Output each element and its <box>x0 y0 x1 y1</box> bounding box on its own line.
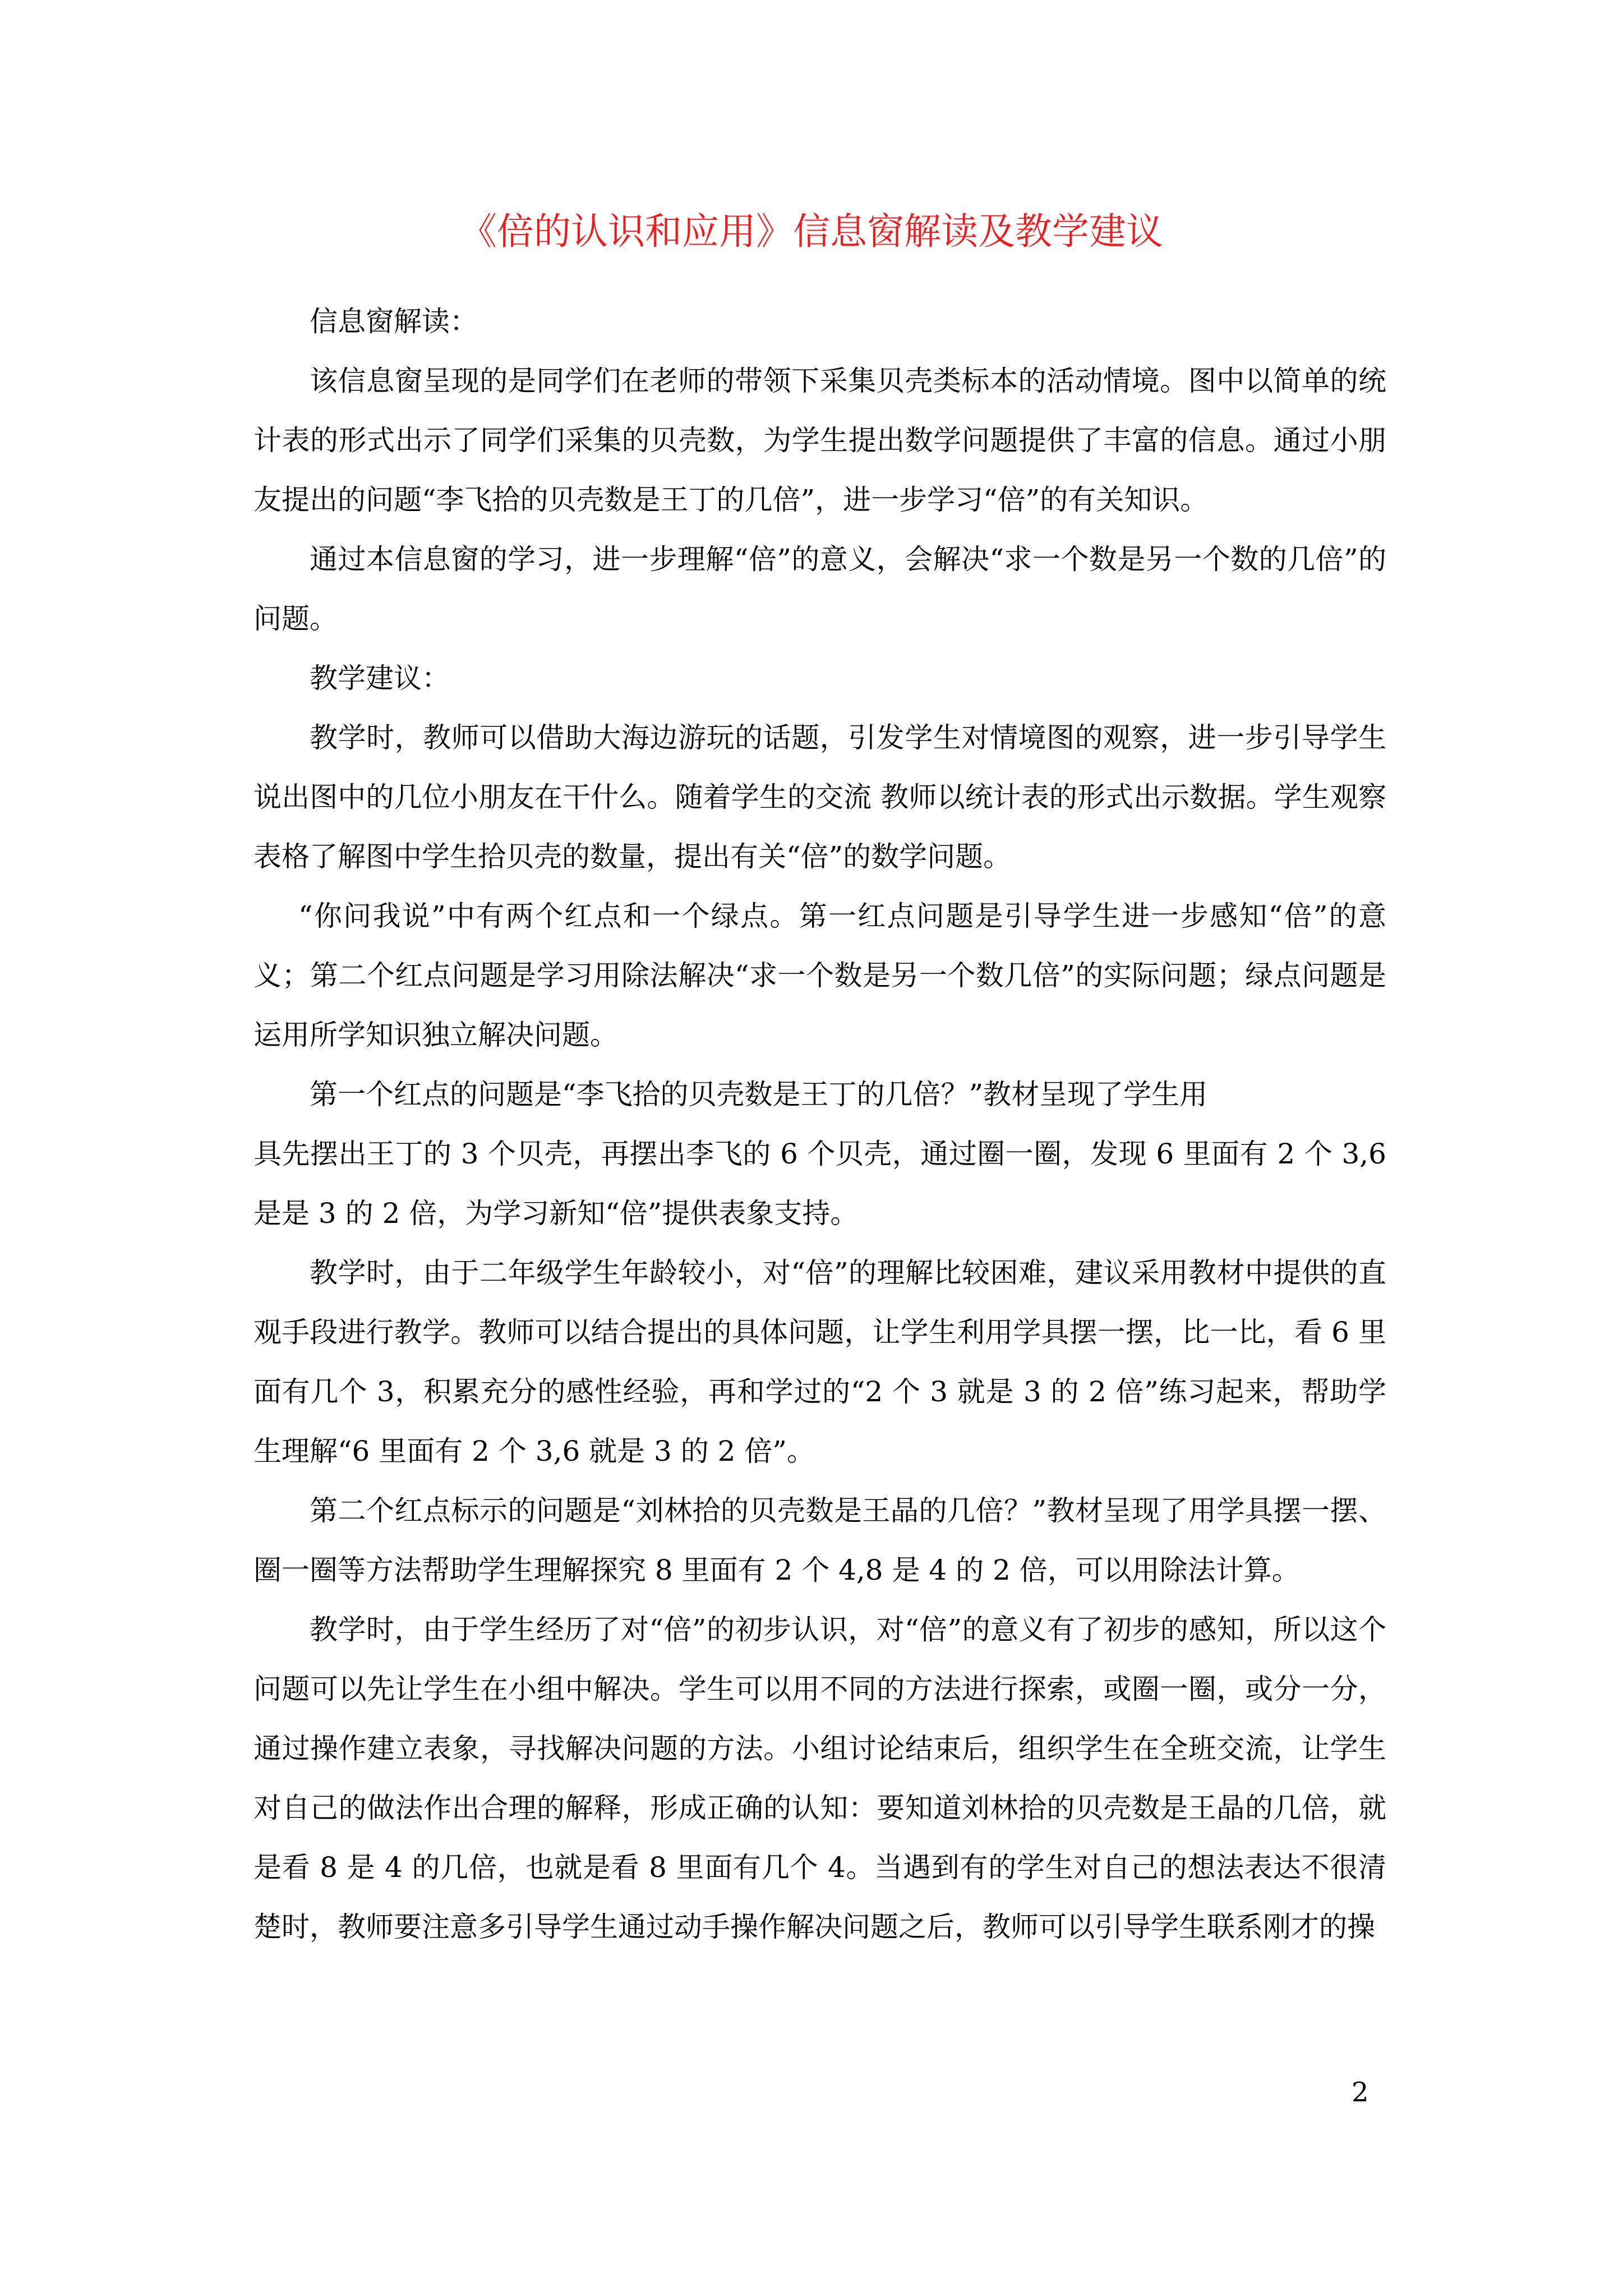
paragraph: 教学时，由于学生经历了对“倍”的初步认识，对“倍”的意义有了初步的感知，所以这个问题可以先让学生在小组中解决。学生可以用不同的方法进行探索，或圈一圈，或分一分，通过操作建立表象，寻找解决问题的方法。小组讨论结束后，组织学生在全班交流，让学生对自己的做法作出合理的解释，形成正确的认知：要知道刘林拾的贝壳数是王晶的几倍，就是看 8 是 4 的几倍，也就是看 8 里面有几个 4。当遇到有的学生对自己的想法表达不很清楚时，教师要注意多引导学生通过动手操作解决问题之后，教师可以引导学生联系刚才的操 <box>253 1613 1386 1943</box>
paragraph: 教学时，教师可以借助大海边游玩的话题，引发学生对情境图的观察，进一步引导学生说出图中的几位小朋友在干什么。随着学生的交流 教师以统计表的形式出示数据。学生观察表格了解图中学生拾贝壳的数量，提出有关“倍”的数学问题。 <box>253 721 1386 873</box>
document-body <box>253 292 1386 1957</box>
document-title: 《倍的认识和应用》信息窗解读及教学建议 <box>460 210 1163 253</box>
paragraph: “你问我说”中有两个红点和一个绿点。第一红点问题是引导学生进一步感知“倍”的意义；第二个红点问题是学习用除法解决“求一个数是另一个数几倍”的实际问题；绿点问题是运用所学知识独立解决问题。 <box>253 900 1386 1051</box>
paragraph: 第一个红点的问题是“李飞拾的贝壳数是王丁的几倍？”教材呈现了学生用 <box>310 1078 1208 1111</box>
paragraph: 教学时，由于二年级学生年龄较小，对“倍”的理解比较困难，建议采用教材中提供的直观手段进行教学。教师可以结合提出的具体问题，让学生利用学具摆一摆，比一比，看 6 里面有几个 3，积累充分的感性经验，再和学过的“2 个 3 就是 3 的 2 倍”练习起来，帮助学生理解“6 里面有 2 个 3,6 就是 3 的 2 倍”。 <box>253 1257 1386 1467</box>
section-heading-teaching-suggestions: 教学建议： <box>310 662 450 694</box>
paragraph: 通过本信息窗的学习，进一步理解“倍”的意义，会解决“求一个数是另一个数的几倍”的问题。 <box>253 543 1386 635</box>
section-heading-info-window: 信息窗解读： <box>310 305 478 338</box>
paragraph: 具先摆出王丁的 3 个贝壳，再摆出李飞的 6 个贝壳，通过圈一圈，发现 6 里面有 2 个 3,6 是是 3 的 2 倍，为学习新知“倍”提供表象支持。 <box>253 1138 1386 1230</box>
paragraph: 该信息窗呈现的是同学们在老师的带领下采集贝壳类标本的活动情境。图中以简单的统计表的形式出示了同学们采集的贝壳数，为学生提出数学问题提供了丰富的信息。通过小朋友提出的问题“李飞拾的贝壳数是王丁的几倍”，进一步学习“倍”的有关知识。 <box>253 365 1386 516</box>
page-number: 2 <box>1352 2077 1369 2108</box>
paragraph: 第二个红点标示的问题是“刘林拾的贝壳数是王晶的几倍？”教材呈现了用学具摆一摆、圈一圈等方法帮助学生理解探究 8 里面有 2 个 4,8 是 4 的 2 倍，可以用除法计算。 <box>253 1494 1386 1586</box>
